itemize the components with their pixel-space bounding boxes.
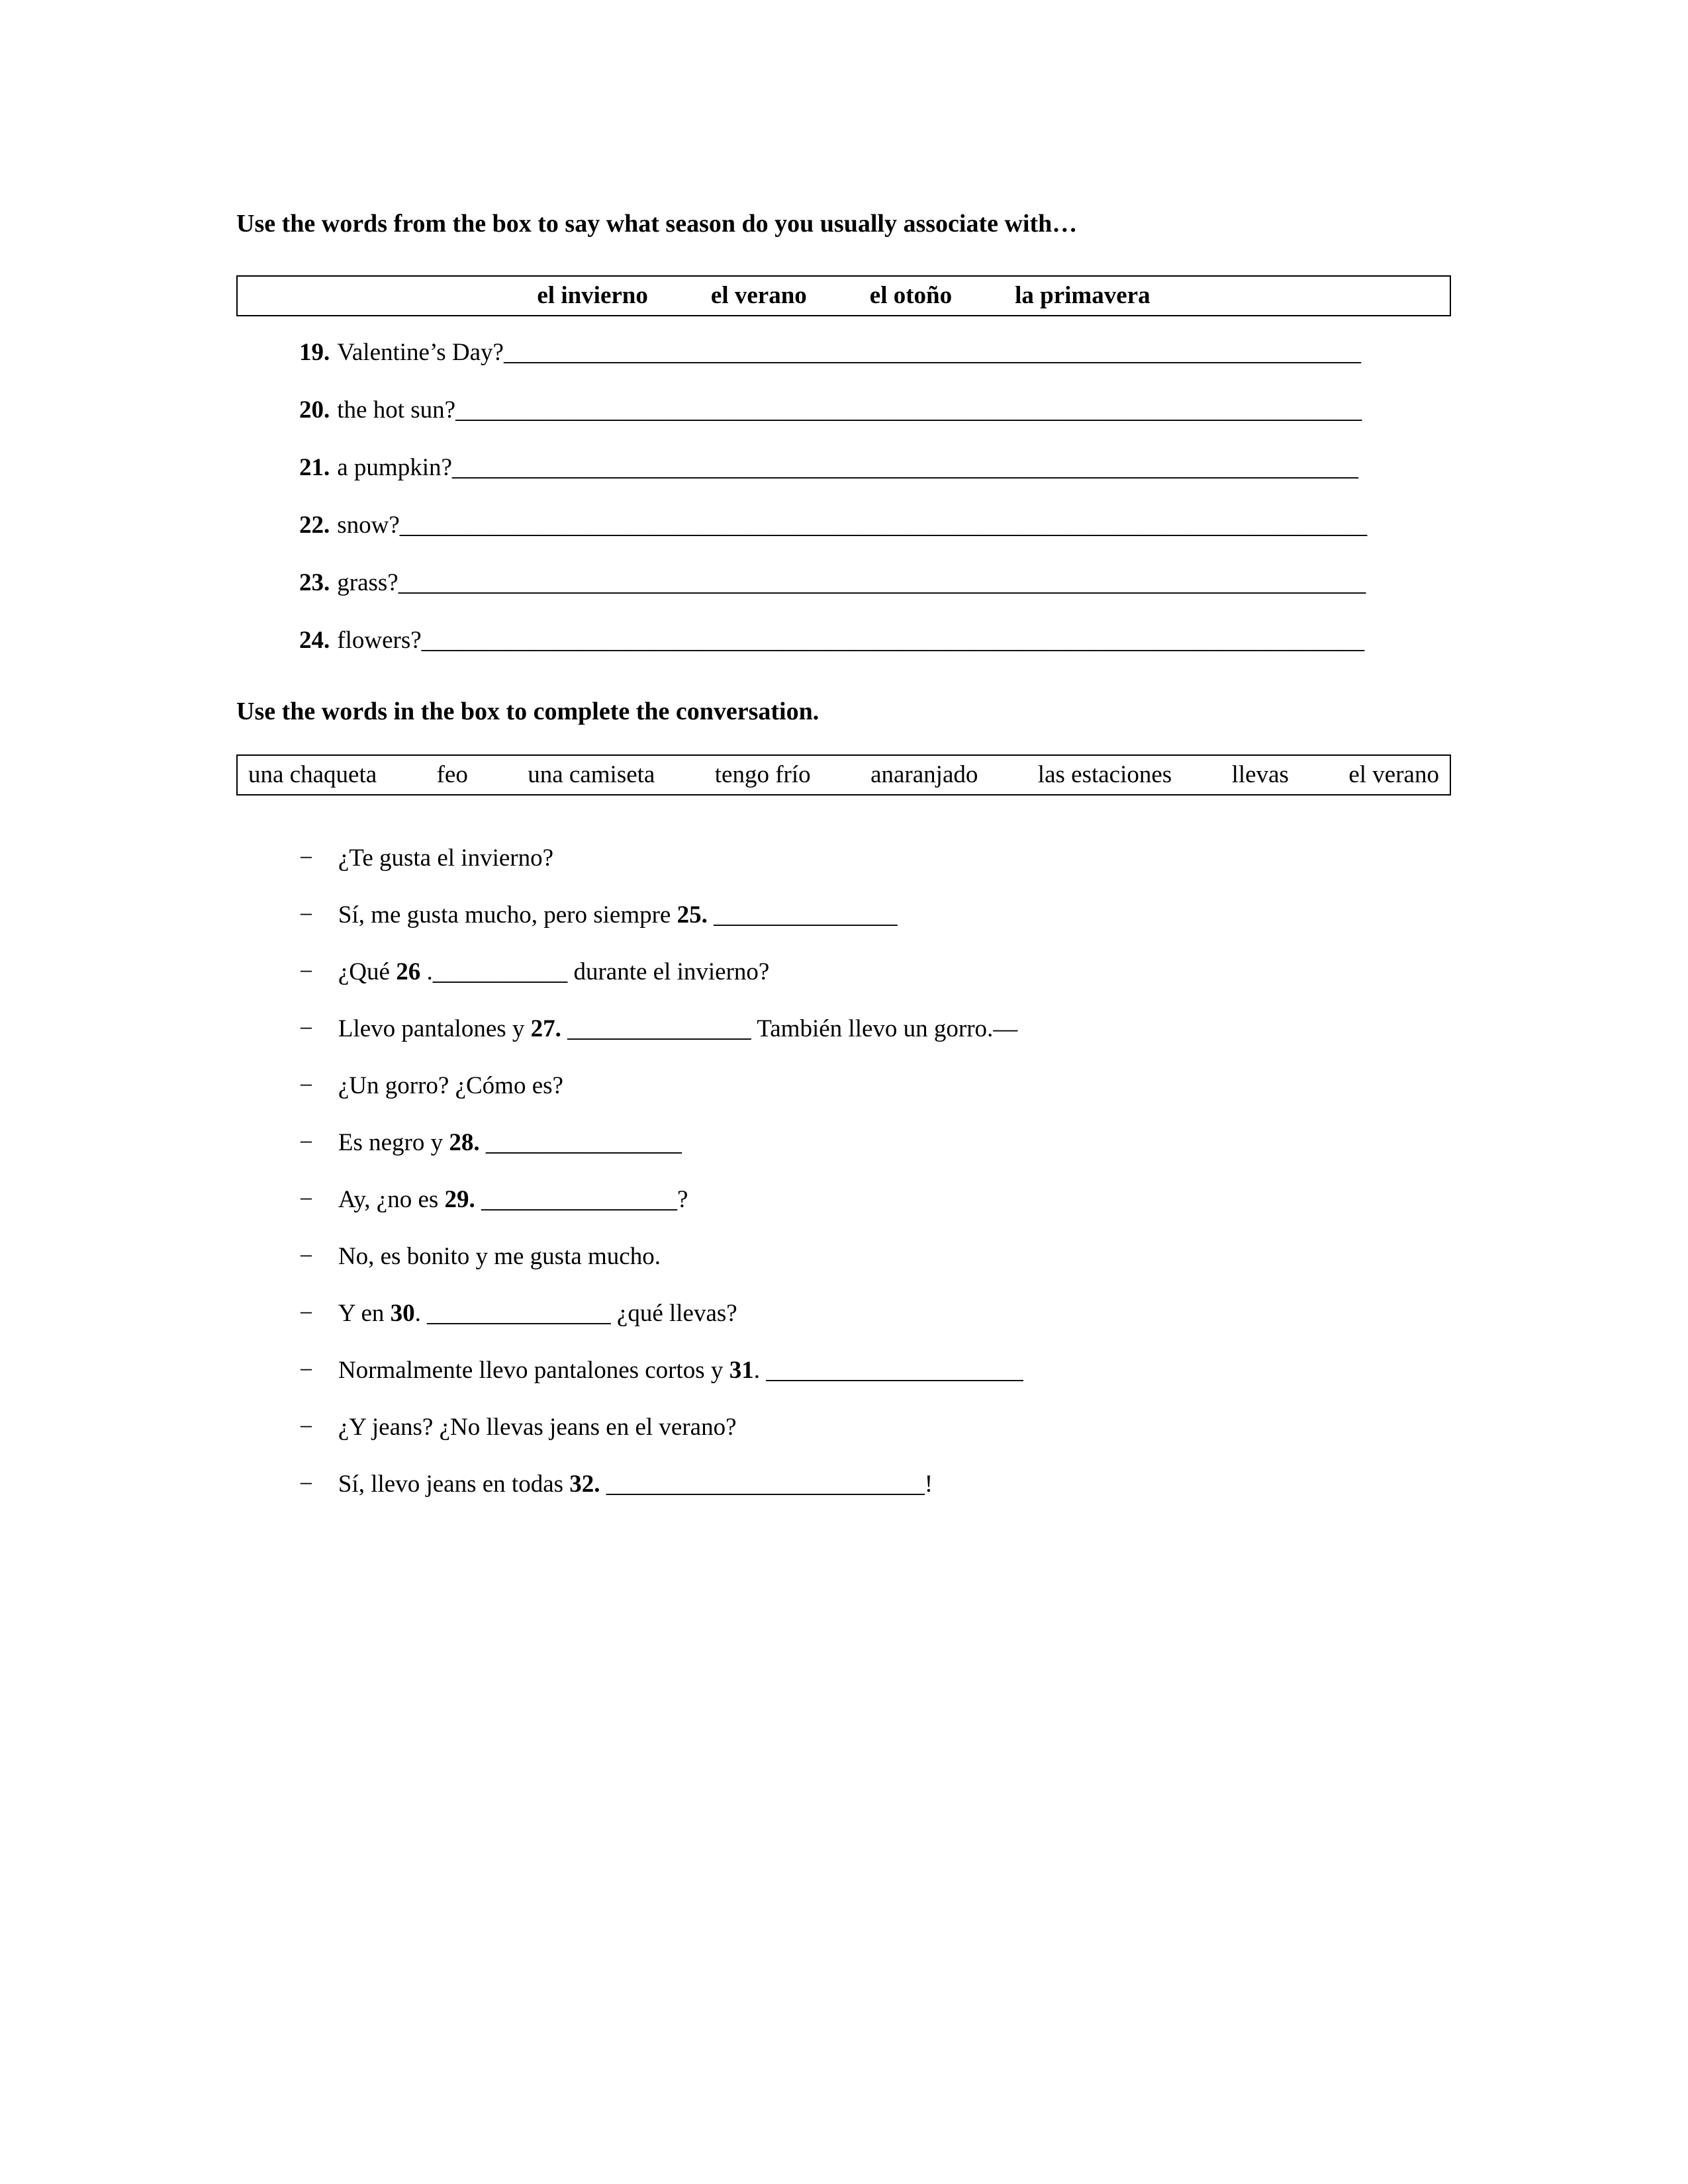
dialogue-line <box>236 1472 1451 1496</box>
answer-blank: _______________ <box>714 901 898 929</box>
answer-blank: ________________ <box>481 1186 678 1213</box>
section2-heading: Use the words in the box to complete the conversation. <box>236 698 820 725</box>
conversation-word-bank <box>236 754 1451 796</box>
item-label: Valentine’s Day? <box>337 339 504 366</box>
dialogue-text <box>338 1187 688 1212</box>
text-run: Normalmente llevo pantalones cortos y <box>338 1357 729 1384</box>
answer-blank: _______________________________________________________________________________ <box>398 569 1366 596</box>
question-item <box>236 340 1451 365</box>
text-run: . <box>753 1357 767 1384</box>
text-run: Sí, llevo jeans en todas <box>338 1471 570 1498</box>
text-run: ¿Te gusta el invierno? <box>338 844 554 872</box>
answer-blank: __________________________ <box>606 1471 925 1498</box>
dash-bullet: − <box>299 1015 313 1042</box>
answer-blank: ___________ <box>432 958 568 985</box>
dialogue-list <box>236 846 1451 1496</box>
dialogue-line <box>236 1301 1451 1326</box>
dialogue-line <box>236 1358 1451 1383</box>
item-number: 30 <box>390 1300 415 1327</box>
item-label: the hot sun? <box>337 396 456 424</box>
item-label: flowers? <box>337 627 422 654</box>
item-label: a pumpkin? <box>337 454 452 481</box>
item-number: 21. <box>299 454 330 481</box>
text-run: Sí, me gusta mucho, pero siempre <box>338 901 677 929</box>
text-run <box>475 1186 481 1213</box>
answer-blank: ________________ <box>485 1129 682 1156</box>
item-number: 20. <box>299 396 330 424</box>
item-number: 31 <box>729 1357 754 1384</box>
text-run: ¿Un gorro? ¿Cómo es? <box>338 1072 563 1099</box>
word-bank-term: llevas <box>1231 761 1289 788</box>
text-run: Es negro y <box>338 1129 449 1156</box>
dialogue-line <box>236 1244 1451 1269</box>
word-bank-term: una chaqueta <box>248 761 377 788</box>
text-run: . <box>414 1300 428 1327</box>
text-run: durante el invierno? <box>567 958 770 985</box>
item-number: 27. <box>530 1015 561 1042</box>
answer-blank: __________________________________________________________________________ <box>455 396 1362 424</box>
answer-blank: _______________ <box>567 1015 751 1042</box>
text-run: Ay, ¿no es <box>338 1186 445 1213</box>
dash-bullet: − <box>299 901 313 929</box>
word-bank-term: el otoño <box>869 282 953 309</box>
dash-bullet: − <box>299 958 313 985</box>
text-run: Llevo pantalones y <box>338 1015 531 1042</box>
item-label: snow? <box>337 512 400 539</box>
dialogue-text <box>338 1130 682 1155</box>
dash-bullet: − <box>299 1414 313 1441</box>
text-run: ¿Qué <box>338 958 397 985</box>
item-label: grass? <box>337 569 399 596</box>
dialogue-line <box>236 960 1451 984</box>
dash-bullet: − <box>299 1471 313 1498</box>
dialogue-text <box>338 1472 933 1496</box>
question-item <box>236 628 1451 653</box>
dialogue-line <box>236 1187 1451 1212</box>
item-number: 28. <box>449 1129 480 1156</box>
dialogue-text <box>338 1017 1017 1041</box>
item-number: 29. <box>444 1186 475 1213</box>
worksheet-content <box>236 208 1451 1529</box>
dialogue-line <box>236 1073 1451 1098</box>
item-number: 23. <box>299 569 330 596</box>
word-bank-term: anaranjado <box>870 761 978 788</box>
dash-bullet: − <box>299 844 313 872</box>
dialogue-line <box>236 1130 1451 1155</box>
dash-bullet: − <box>299 1300 313 1327</box>
word-bank-term: el invierno <box>537 282 648 309</box>
answer-blank: _______________ <box>427 1300 611 1327</box>
text-run: ¿qué llevas? <box>610 1300 737 1327</box>
word-bank-term: la primavera <box>1015 282 1150 309</box>
item-number: 24. <box>299 627 330 654</box>
text-run: . <box>420 958 433 985</box>
section1-heading: Use the words from the box to say what season do you usually associate with… <box>236 210 1078 238</box>
item-number: 22. <box>299 512 330 539</box>
question-item <box>236 570 1451 595</box>
dialogue-text <box>338 1073 563 1098</box>
text-run: No, es bonito y me gusta mucho. <box>338 1243 661 1270</box>
text-run <box>600 1471 606 1498</box>
text-run <box>561 1015 567 1042</box>
answer-blank: ______________________________________________________________________ <box>503 339 1361 366</box>
dash-bullet: − <box>299 1072 313 1099</box>
dash-bullet: − <box>299 1357 313 1384</box>
item-number: 25. <box>677 901 708 929</box>
dialogue-text <box>338 846 553 870</box>
dialogue-text <box>338 1244 661 1269</box>
season-question-list <box>236 340 1451 653</box>
dialogue-text <box>338 1301 737 1326</box>
dash-bullet: − <box>299 1243 313 1270</box>
text-run: También llevo un gorro.— <box>751 1015 1018 1042</box>
season-word-bank <box>236 275 1451 316</box>
dialogue-line <box>236 1017 1451 1041</box>
item-number: 26 <box>396 958 421 985</box>
dialogue-text <box>338 960 769 984</box>
word-bank-term: el verano <box>710 282 807 309</box>
word-bank-term: feo <box>436 761 468 788</box>
question-item <box>236 455 1451 480</box>
item-number: 32. <box>569 1471 600 1498</box>
text-run <box>708 901 714 929</box>
text-run <box>480 1129 486 1156</box>
dialogue-line <box>236 903 1451 927</box>
text-run: ! <box>924 1471 933 1498</box>
answer-blank: _____________________________________________________________________________ <box>421 627 1365 654</box>
text-run: ¿Y jeans? ¿No llevas jeans en el verano? <box>338 1414 737 1441</box>
dash-bullet: − <box>299 1186 313 1213</box>
dash-bullet: − <box>299 1129 313 1156</box>
dialogue-text <box>338 1415 737 1439</box>
question-item <box>236 513 1451 537</box>
word-bank-term: el verano <box>1348 761 1439 788</box>
dialogue-text <box>338 903 898 927</box>
answer-blank: _____________________ <box>766 1357 1023 1384</box>
answer-blank: __________________________________________________________________________ <box>451 454 1358 481</box>
dialogue-line <box>236 1415 1451 1439</box>
text-run: ? <box>677 1186 688 1213</box>
dialogue-text <box>338 1358 1023 1383</box>
word-bank-term: las estaciones <box>1037 761 1172 788</box>
question-item <box>236 398 1451 422</box>
answer-blank: _______________________________________________________________________________ <box>399 512 1368 539</box>
item-number: 19. <box>299 339 330 366</box>
word-bank-term: tengo frío <box>714 761 811 788</box>
word-bank-term: una camiseta <box>528 761 655 788</box>
dialogue-line <box>236 846 1451 870</box>
text-run: Y en <box>338 1300 391 1327</box>
